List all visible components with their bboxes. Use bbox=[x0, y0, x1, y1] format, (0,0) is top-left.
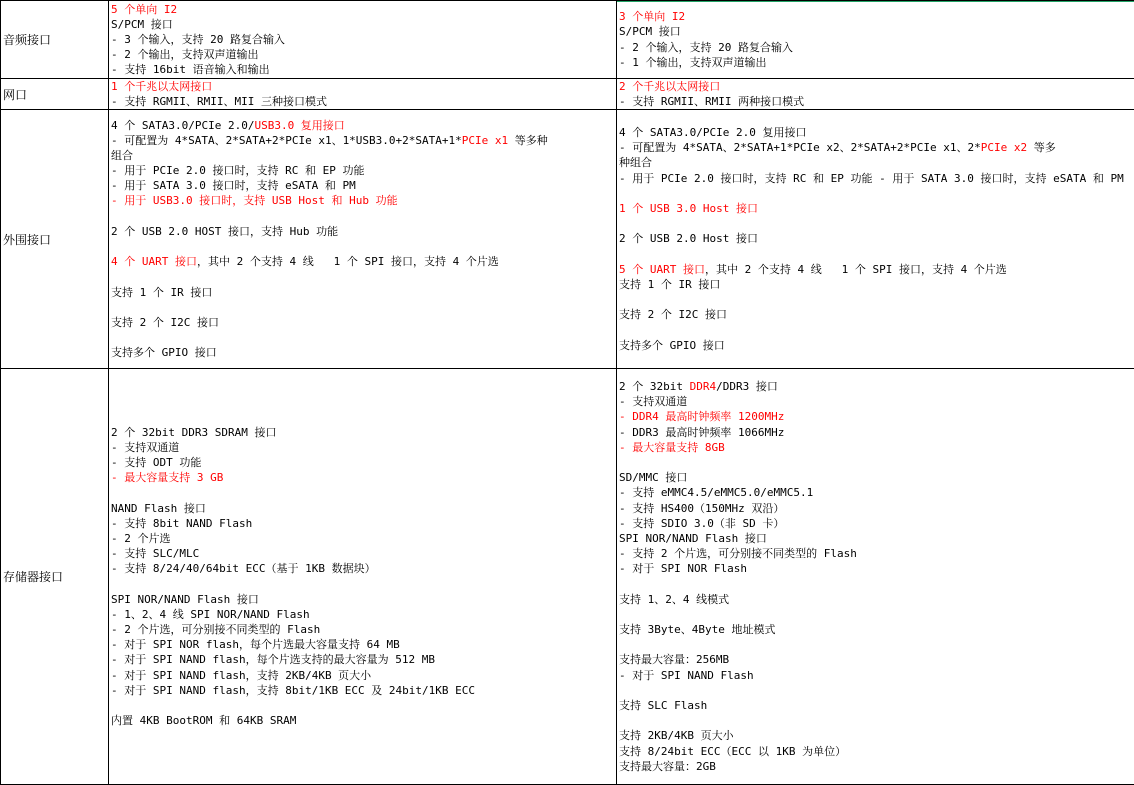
spec-line bbox=[619, 155, 1134, 170]
left-spec-cell[interactable] bbox=[109, 110, 617, 369]
spec-text-segment: SPI NOR/NAND Flash 接口 bbox=[619, 532, 767, 545]
spec-text-segment: - 对于 SPI NAND flash，支持 8bit/1KB ECC 及 24bit/1KB ECC bbox=[111, 684, 475, 697]
spec-text-segment: - 支持双通道 bbox=[111, 441, 179, 454]
spec-text-segment: 支持多个 GPIO 接口 bbox=[619, 339, 725, 352]
spec-line bbox=[619, 759, 1134, 774]
spec-line bbox=[619, 516, 1134, 531]
category-cell[interactable]: 网口 bbox=[1, 79, 109, 110]
left-spec-cell[interactable] bbox=[109, 79, 617, 110]
spec-text-segment: - 支持 HS400（150MHz 双沿） bbox=[619, 502, 784, 515]
spec-text-segment: 等多种 bbox=[508, 134, 548, 147]
spec-line bbox=[619, 652, 1134, 667]
spec-line bbox=[111, 546, 616, 561]
spec-line bbox=[111, 501, 616, 516]
spec-text-segment: /DDR3 接口 bbox=[716, 380, 778, 393]
spec-line bbox=[619, 425, 1134, 440]
spec-text-segment: 2 个 USB 2.0 HOST 接口，支持 Hub 功能 bbox=[111, 225, 338, 238]
spec-text-segment: - 支持 SDIO 3.0（非 SD 卡） bbox=[619, 517, 784, 530]
spec-line bbox=[111, 440, 616, 455]
highlighted-text: 4 个 UART 接口 bbox=[111, 255, 197, 268]
spec-line bbox=[619, 607, 1134, 622]
spec-line bbox=[619, 394, 1134, 409]
spec-line bbox=[619, 94, 1134, 109]
spec-text-segment: 支持 1 个 IR 接口 bbox=[619, 278, 720, 291]
spec-line bbox=[619, 140, 1134, 155]
spec-line bbox=[619, 40, 1134, 55]
highlighted-text: 1 个千兆以太网接口 bbox=[111, 80, 212, 93]
spec-line bbox=[111, 531, 616, 546]
spec-line bbox=[111, 470, 616, 485]
spec-line bbox=[619, 125, 1134, 140]
spec-text-segment: 支持最大容量：2GB bbox=[619, 760, 716, 773]
spec-line bbox=[619, 683, 1134, 698]
spec-text-segment: 等多 bbox=[1027, 141, 1056, 154]
spec-text-segment: - 2 个片选 bbox=[111, 532, 171, 545]
right-spec-cell[interactable] bbox=[617, 79, 1134, 110]
spec-line bbox=[619, 379, 1134, 394]
spec-line bbox=[619, 9, 1134, 24]
spec-text bbox=[619, 369, 1134, 784]
spec-line bbox=[111, 315, 616, 330]
spec-line bbox=[619, 247, 1134, 262]
highlighted-text: 2 个千兆以太网接口 bbox=[619, 80, 720, 93]
spec-line bbox=[111, 345, 616, 360]
spec-line bbox=[619, 501, 1134, 516]
spec-text-segment: - 2 个片选，可分别接不同类型的 Flash bbox=[111, 623, 320, 636]
spec-text-segment: 支持 8/24bit ECC（ECC 以 1KB 为单位） bbox=[619, 745, 846, 758]
spec-line bbox=[111, 485, 616, 500]
spec-text-segment: 支持 SLC Flash bbox=[619, 699, 707, 712]
spec-line bbox=[619, 201, 1134, 216]
spec-text-segment: - 用于 SATA 3.0 接口时，支持 eSATA 和 PM bbox=[111, 179, 356, 192]
spec-line bbox=[619, 698, 1134, 713]
category-cell[interactable]: 外围接口 bbox=[1, 110, 109, 369]
spec-line bbox=[111, 652, 616, 667]
spec-text-segment: - 2 个输入，支持 20 路复合输入 bbox=[619, 41, 793, 54]
spec-line bbox=[111, 269, 616, 284]
spec-text-segment: - 对于 SPI NOR flash，每个片选最大容量支持 64 MB bbox=[111, 638, 400, 651]
spec-line bbox=[111, 254, 616, 269]
spec-line bbox=[111, 668, 616, 683]
spec-line bbox=[619, 531, 1134, 546]
spec-line bbox=[111, 592, 616, 607]
spec-line bbox=[619, 262, 1134, 277]
spec-line bbox=[619, 455, 1134, 470]
spec-line bbox=[619, 592, 1134, 607]
highlighted-text: - 最大容量支持 8GB bbox=[619, 441, 725, 454]
spec-line bbox=[111, 178, 616, 193]
spec-line bbox=[111, 637, 616, 652]
spec-line bbox=[619, 637, 1134, 652]
spec-text-segment: - 支持 eMMC4.5/eMMC5.0/eMMC5.1 bbox=[619, 486, 813, 499]
spec-text-segment: 组合 bbox=[111, 149, 133, 162]
spec-text-segment: - 2 个输出，支持双声道输出 bbox=[111, 48, 259, 61]
spec-line bbox=[111, 713, 616, 728]
highlighted-text: PCIe x2 bbox=[981, 141, 1027, 154]
right-spec-cell[interactable] bbox=[617, 369, 1134, 785]
spec-line bbox=[111, 330, 616, 345]
table-row-network bbox=[1, 79, 1134, 110]
spec-line bbox=[111, 2, 616, 17]
spec-line bbox=[619, 440, 1134, 455]
spec-line bbox=[619, 561, 1134, 576]
spec-text bbox=[619, 1, 1134, 78]
spec-line bbox=[619, 323, 1134, 338]
spec-line bbox=[619, 546, 1134, 561]
spec-line bbox=[619, 307, 1134, 322]
spec-line bbox=[111, 577, 616, 592]
spec-line bbox=[619, 24, 1134, 39]
spec-line bbox=[111, 425, 616, 440]
spec-line bbox=[111, 193, 616, 208]
table-row-storage bbox=[1, 369, 1134, 785]
spec-text-segment: 支持 2KB/4KB 页大小 bbox=[619, 729, 734, 742]
spec-text-segment: NAND Flash 接口 bbox=[111, 502, 206, 515]
spec-text-segment: - 支持 8bit NAND Flash bbox=[111, 517, 252, 530]
spec-line bbox=[619, 470, 1134, 485]
spec-text-segment: 支持多个 GPIO 接口 bbox=[111, 346, 217, 359]
right-spec-cell[interactable] bbox=[617, 1, 1134, 79]
spec-text-segment: - 1 个输出，支持双声道输出 bbox=[619, 56, 767, 69]
left-spec-cell[interactable] bbox=[109, 1, 617, 79]
spec-text-segment: - 1、2、4 线 SPI NOR/NAND Flash bbox=[111, 608, 310, 621]
spec-line bbox=[111, 148, 616, 163]
category-cell[interactable]: 存储器接口 bbox=[1, 369, 109, 785]
spec-text bbox=[111, 79, 616, 109]
spec-line bbox=[111, 163, 616, 178]
spec-text-segment: - 支持双通道 bbox=[619, 395, 687, 408]
spec-text-segment: S/PCM 接口 bbox=[111, 18, 173, 31]
spec-line bbox=[111, 94, 616, 109]
highlighted-text: USB3.0 复用接口 bbox=[254, 119, 344, 132]
spec-text-segment: - 3 个输入，支持 20 路复合输入 bbox=[111, 33, 285, 46]
right-spec-cell[interactable] bbox=[617, 110, 1134, 369]
spec-text-segment: 2 个 32bit bbox=[619, 380, 690, 393]
spec-line bbox=[111, 32, 616, 47]
spec-line bbox=[619, 186, 1134, 201]
spec-text-segment: - 可配置为 4*SATA、2*SATA+1*PCIe x2、2*SATA+2*PCIe x1、2* bbox=[619, 141, 981, 154]
highlighted-text: 5 个单向 I2 bbox=[111, 3, 177, 16]
highlighted-text: 5 个 UART 接口 bbox=[619, 263, 705, 276]
spec-text-segment: 种组合 bbox=[619, 156, 652, 169]
spec-text-segment: 支持 2 个 I2C 接口 bbox=[111, 316, 219, 329]
spec-text-segment: SD/MMC 接口 bbox=[619, 471, 687, 484]
spec-line bbox=[111, 607, 616, 622]
highlighted-text: - 最大容量支持 3 GB bbox=[111, 471, 223, 484]
spec-line bbox=[111, 62, 616, 77]
spec-text-segment: ，其中 2 个支持 4 线 1 个 SPI 接口，支持 4 个片选 bbox=[705, 263, 1007, 276]
spec-line bbox=[619, 79, 1134, 94]
spec-text-segment: - 可配置为 4*SATA、2*SATA+2*PCIe x1、1*USB3.0+2*SATA+1* bbox=[111, 134, 462, 147]
spec-line bbox=[619, 728, 1134, 743]
spec-text-segment: 支持最大容量：256MB bbox=[619, 653, 729, 666]
spec-line bbox=[111, 285, 616, 300]
spec-line bbox=[619, 55, 1134, 70]
spec-text-segment: - DDR3 最高时钟频率 1066MHz bbox=[619, 426, 784, 439]
spec-text-segment: 支持 1 个 IR 接口 bbox=[111, 286, 212, 299]
spec-text bbox=[111, 369, 616, 784]
spec-line bbox=[619, 622, 1134, 637]
spec-line bbox=[619, 292, 1134, 307]
spec-line bbox=[111, 209, 616, 224]
spec-text-segment: SPI NOR/NAND Flash 接口 bbox=[111, 593, 259, 606]
spec-text-segment: - 支持 8/24/40/64bit ECC（基于 1KB 数据块） bbox=[111, 562, 376, 575]
spec-text-segment: - 对于 SPI NAND flash，支持 2KB/4KB 页大小 bbox=[111, 669, 371, 682]
spec-line bbox=[111, 622, 616, 637]
spec-line bbox=[111, 561, 616, 576]
spec-text-segment: - 对于 SPI NAND Flash bbox=[619, 669, 754, 682]
spec-text-segment: - 支持 16bit 语音输入和输出 bbox=[111, 63, 270, 76]
highlighted-text: - 用于 USB3.0 接口时，支持 USB Host 和 Hub 功能 bbox=[111, 194, 398, 207]
spec-line bbox=[619, 231, 1134, 246]
table-row-peripheral bbox=[1, 110, 1134, 369]
spec-text-segment: 4 个 SATA3.0/PCIe 2.0 复用接口 bbox=[619, 126, 806, 139]
spec-line bbox=[111, 133, 616, 148]
spec-text-segment: S/PCM 接口 bbox=[619, 25, 681, 38]
spec-text bbox=[111, 110, 616, 368]
spec-text-segment: - 支持 SLC/MLC bbox=[111, 547, 199, 560]
highlighted-text: DDR4 bbox=[690, 380, 717, 393]
spec-line bbox=[619, 744, 1134, 759]
spec-line bbox=[619, 338, 1134, 353]
spec-text-segment: - 用于 PCIe 2.0 接口时，支持 RC 和 EP 功能 bbox=[111, 164, 364, 177]
spec-text-segment: 4 个 SATA3.0/PCIe 2.0/ bbox=[111, 119, 254, 132]
spec-text-segment: - 支持 RGMII、RMII、MII 三种接口模式 bbox=[111, 95, 327, 108]
spec-line bbox=[619, 713, 1134, 728]
spec-text-segment: 内置 4KB BootROM 和 64KB SRAM bbox=[111, 714, 296, 727]
spec-text-segment: - 对于 SPI NAND flash，每个片选支持的最大容量为 512 MB bbox=[111, 653, 435, 666]
spec-text-segment: 支持 2 个 I2C 接口 bbox=[619, 308, 727, 321]
highlighted-text: PCIe x1 bbox=[462, 134, 508, 147]
spec-line bbox=[111, 224, 616, 239]
spec-line bbox=[111, 683, 616, 698]
spec-text-segment: - 支持 RGMII、RMII 两种接口模式 bbox=[619, 95, 804, 108]
spec-line bbox=[619, 409, 1134, 424]
spec-line bbox=[619, 577, 1134, 592]
spec-line bbox=[619, 277, 1134, 292]
spec-line bbox=[111, 455, 616, 470]
spec-line bbox=[619, 668, 1134, 683]
spec-line bbox=[619, 216, 1134, 231]
spec-line bbox=[111, 698, 616, 713]
spec-text-segment: 支持 3Byte、4Byte 地址模式 bbox=[619, 623, 775, 636]
spec-text-segment: 2 个 32bit DDR3 SDRAM 接口 bbox=[111, 426, 276, 439]
spec-text bbox=[111, 1, 616, 78]
category-cell[interactable]: 音频接口 bbox=[1, 1, 109, 79]
highlighted-text: 3 个单向 I2 bbox=[619, 10, 685, 23]
spec-line bbox=[111, 300, 616, 315]
spec-text bbox=[619, 79, 1134, 109]
spec-text-segment: - 对于 SPI NOR Flash bbox=[619, 562, 747, 575]
spec-text-segment: ，其中 2 个支持 4 线 1 个 SPI 接口，支持 4 个片选 bbox=[197, 255, 499, 268]
spec-line bbox=[619, 485, 1134, 500]
left-spec-cell[interactable] bbox=[109, 369, 617, 785]
spec-line bbox=[111, 118, 616, 133]
spec-line bbox=[619, 171, 1134, 186]
spec-line bbox=[111, 516, 616, 531]
spec-text bbox=[619, 110, 1134, 368]
spec-text-segment: 2 个 USB 2.0 Host 接口 bbox=[619, 232, 758, 245]
highlighted-text: 1 个 USB 3.0 Host 接口 bbox=[619, 202, 758, 215]
spec-text-segment: 支持 1、2、4 线模式 bbox=[619, 593, 729, 606]
table-row-audio bbox=[1, 1, 1134, 79]
highlighted-text: - DDR4 最高时钟频率 1200MHz bbox=[619, 410, 784, 423]
spec-text-segment: - 用于 PCIe 2.0 接口时，支持 RC 和 EP 功能 - 用于 SATA 3.0 接口时，支持 eSATA 和 PM bbox=[619, 172, 1124, 185]
spec-line bbox=[111, 79, 616, 94]
spec-line bbox=[111, 17, 616, 32]
spec-text-segment: - 支持 2 个片选，可分别接不同类型的 Flash bbox=[619, 547, 857, 560]
spec-line bbox=[111, 47, 616, 62]
spec-line bbox=[111, 239, 616, 254]
spec-text-segment: - 支持 ODT 功能 bbox=[111, 456, 201, 469]
